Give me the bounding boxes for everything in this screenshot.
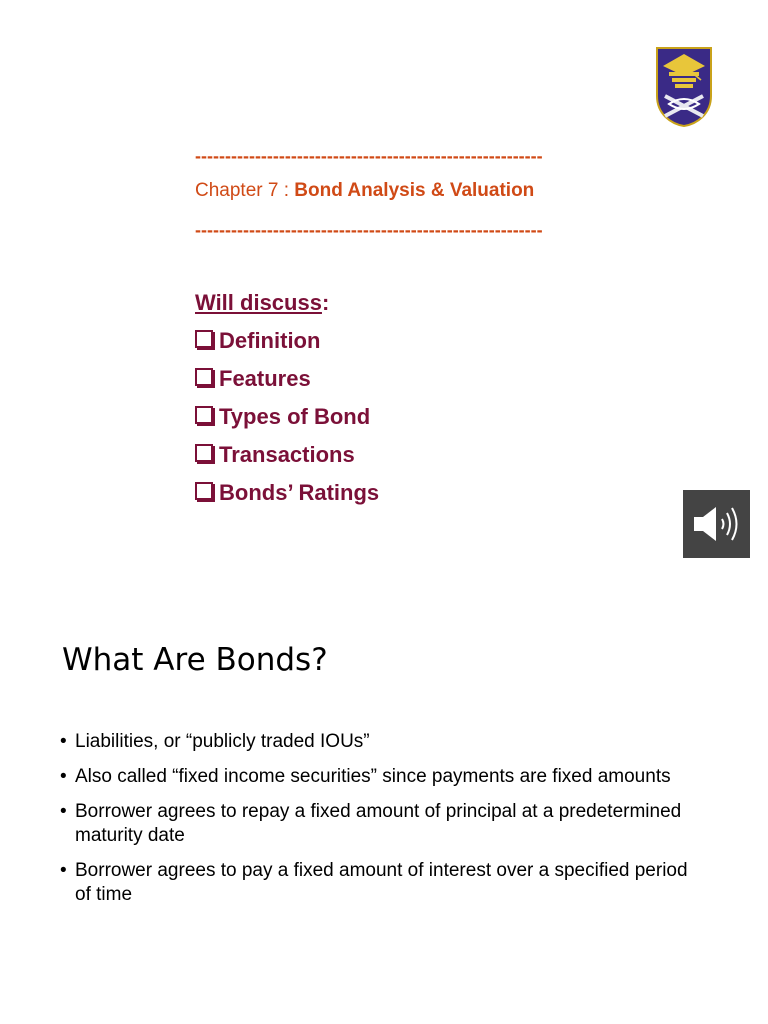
- bullet-item: • Liabilities, or “publicly traded IOUs”: [60, 730, 700, 754]
- chapter-title: Bond Analysis & Valuation: [294, 180, 535, 201]
- slide-title: What Are Bonds?: [62, 642, 328, 678]
- checkbox-icon: [195, 368, 213, 386]
- bullet-item: • Borrower agrees to pay a fixed amount of interest over a specified period of time: [60, 859, 700, 907]
- bullet-item: • Borrower agrees to repay a fixed amount of principal at a predetermined maturity date: [60, 800, 700, 848]
- discuss-heading: Will discuss: [195, 290, 322, 315]
- discuss-section: [195, 290, 379, 512]
- topic-item: [195, 360, 379, 398]
- topic-list: [195, 322, 379, 512]
- topic-item: [195, 398, 379, 436]
- topic-label: Definition: [219, 328, 321, 353]
- decorative-dash-line-top: ----------------------------------------------------------: [195, 146, 543, 166]
- topic-item: [195, 436, 379, 474]
- audio-play-button[interactable]: [683, 490, 750, 558]
- checkbox-icon: [195, 482, 213, 500]
- topic-item: [195, 474, 379, 512]
- bullet-list: [60, 730, 700, 918]
- discuss-heading-row: [195, 290, 379, 316]
- slide-2: [0, 590, 768, 1024]
- speaker-icon: [690, 502, 744, 546]
- university-crest-icon: [655, 46, 713, 128]
- topic-item: [195, 322, 379, 360]
- checkbox-icon: [195, 330, 213, 348]
- checkbox-icon: [195, 444, 213, 462]
- topic-label: Bonds’ Ratings: [219, 480, 380, 505]
- chapter-heading: [195, 180, 534, 202]
- topic-label: Types of Bond: [219, 404, 371, 429]
- topic-label: Features: [219, 366, 311, 391]
- bullet-item: • Also called “fixed income securities” since payments are fixed amounts: [60, 765, 700, 789]
- discuss-colon: :: [321, 290, 330, 315]
- decorative-dash-line-bottom: ----------------------------------------------------------: [195, 220, 543, 240]
- topic-label: Transactions: [219, 442, 355, 467]
- checkbox-icon: [195, 406, 213, 424]
- chapter-number: Chapter 7 :: [195, 180, 289, 201]
